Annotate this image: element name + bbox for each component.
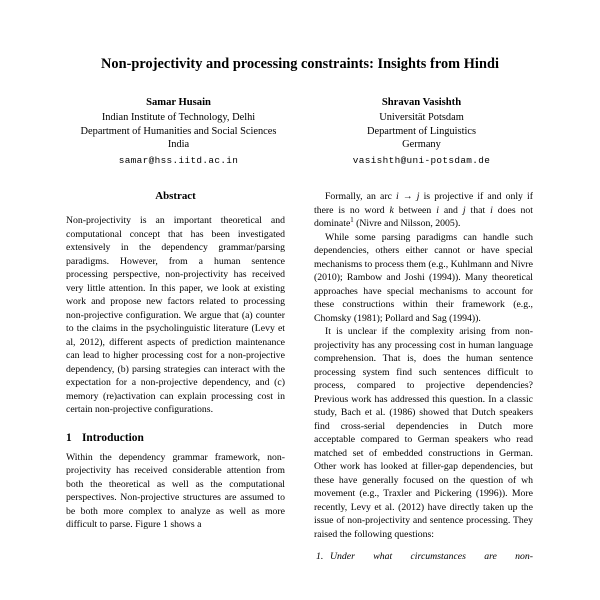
author-email[interactable]: vasishth@uni-potsdam.de (352, 154, 491, 166)
var-j2: j (462, 204, 466, 216)
section-heading-introduction (66, 432, 285, 444)
para-formally-and: and (438, 204, 463, 216)
abstract-text: Non-projectivity is an important theoretical and computational concept that has been investigated extensively in the dependency grammar/parsing paradigms. However, from a human sentence processing perspective, non-projectivity has received very little attention. In this paper, we look at existing work and propose new factors related to processing non-projective configuration. We argue that (a) counter to the claims in the psycholinguistic literature (Levy et al, 2012), different aspects of prediction maintenance can lead to higher processing cost for a non-projective dependency, (b) parsing strategies can interact with the expectation for a non-projective dependency, and (c) memory (re)activation can explain processing cost in certain non-projective configurations. (66, 215, 285, 415)
arrow-glyph: → (398, 191, 417, 202)
var-i3: i (490, 204, 493, 216)
para-parsing-paradigms: While some parsing paradigms can handle such dependencies, others either cannot or have special mechanisms to process them (e.g., Kuhlmann and Nivre (2010); Rambow and Joshi (1994)). Many theoretical approaches have special mechanisms to account for these constructions within their framework (e.g., Chomsky (1981); Pollard and Sag (1994)). (314, 231, 533, 324)
author-institution: Indian Institute of Technology, Delhi (101, 111, 256, 123)
intro-paragraph-1: Within the dependency grammar framework, non-projectivity has received considerable attention from both the theoretical as well as the computational perspectives. Non-projective structures are assumed to be both more complex to analyze as well as more difficult to parse. Figure 1 shows a (66, 451, 285, 530)
author-institution: Universität Potsdam (379, 111, 464, 123)
column-left (66, 190, 285, 577)
section-number: 1 (66, 431, 72, 444)
para-formally-pre: Formally, an arc (325, 191, 397, 202)
var-i2: i (436, 204, 439, 216)
author-block-2 (300, 96, 543, 167)
section-title: Introduction (82, 431, 144, 444)
author-block-1 (57, 96, 300, 167)
list-item-number: 1. (316, 551, 324, 562)
author-department: Department of Humanities and Social Sciences (80, 125, 277, 137)
author-name: Shravan Vasishth (381, 96, 462, 108)
para-formally (314, 190, 533, 231)
abstract-heading: Abstract (155, 190, 196, 202)
author-country: India (167, 139, 190, 151)
title-block (0, 0, 600, 74)
para-formally-end: does not dominate (314, 204, 534, 229)
para-unclear-complexity: It is unclear if the complexity arising from non-projectivity has any processing cost in human language comprehension. That is, does the human sentence processing system find such sentences difficult to process, compared to projective dependencies? Previous work has addressed this question. In a classic study, Bach et al. (1986) showed that Dutch speakers find cross-serial dependencies in Dutch more acceptable compared to German speakers who read matched set of embedded constructions in German. Other work has looked at filler-gap dependencies, but these have generally focused on the question of wh movement (e.g., Traxler and Pickering (1996)). More recently, Levy et al. (2012) have directly taken up the issue of non-projectivity and sentence processing. They raised the following questions: (314, 326, 533, 540)
research-questions-list (314, 550, 533, 577)
column-right (314, 190, 533, 577)
para-formally-mid: is projective if and only if there is no word (314, 191, 534, 216)
list-item-label: Under what circumstances are non- (330, 551, 533, 562)
list-item (314, 550, 533, 577)
para-formally-mid2: between (393, 204, 437, 216)
author-list (0, 96, 600, 167)
author-department: Department of Linguistics (366, 125, 477, 137)
page-title: Non-projectivity and processing constraints: Insights from Hindi (101, 56, 499, 72)
para-formally-mid3: that (465, 204, 491, 216)
footnote-marker[interactable]: 1 (350, 216, 354, 224)
var-k: k (389, 204, 394, 216)
author-name: Samar Husain (146, 96, 211, 108)
var-i: i (396, 191, 399, 202)
author-country: Germany (402, 139, 441, 151)
citation-nivre-nilsson: (Nivre and Nilsson, 2005). (353, 218, 461, 229)
body-columns (0, 190, 600, 577)
var-j: j (416, 191, 420, 202)
author-email[interactable]: samar@hss.iitd.ac.in (118, 154, 239, 166)
